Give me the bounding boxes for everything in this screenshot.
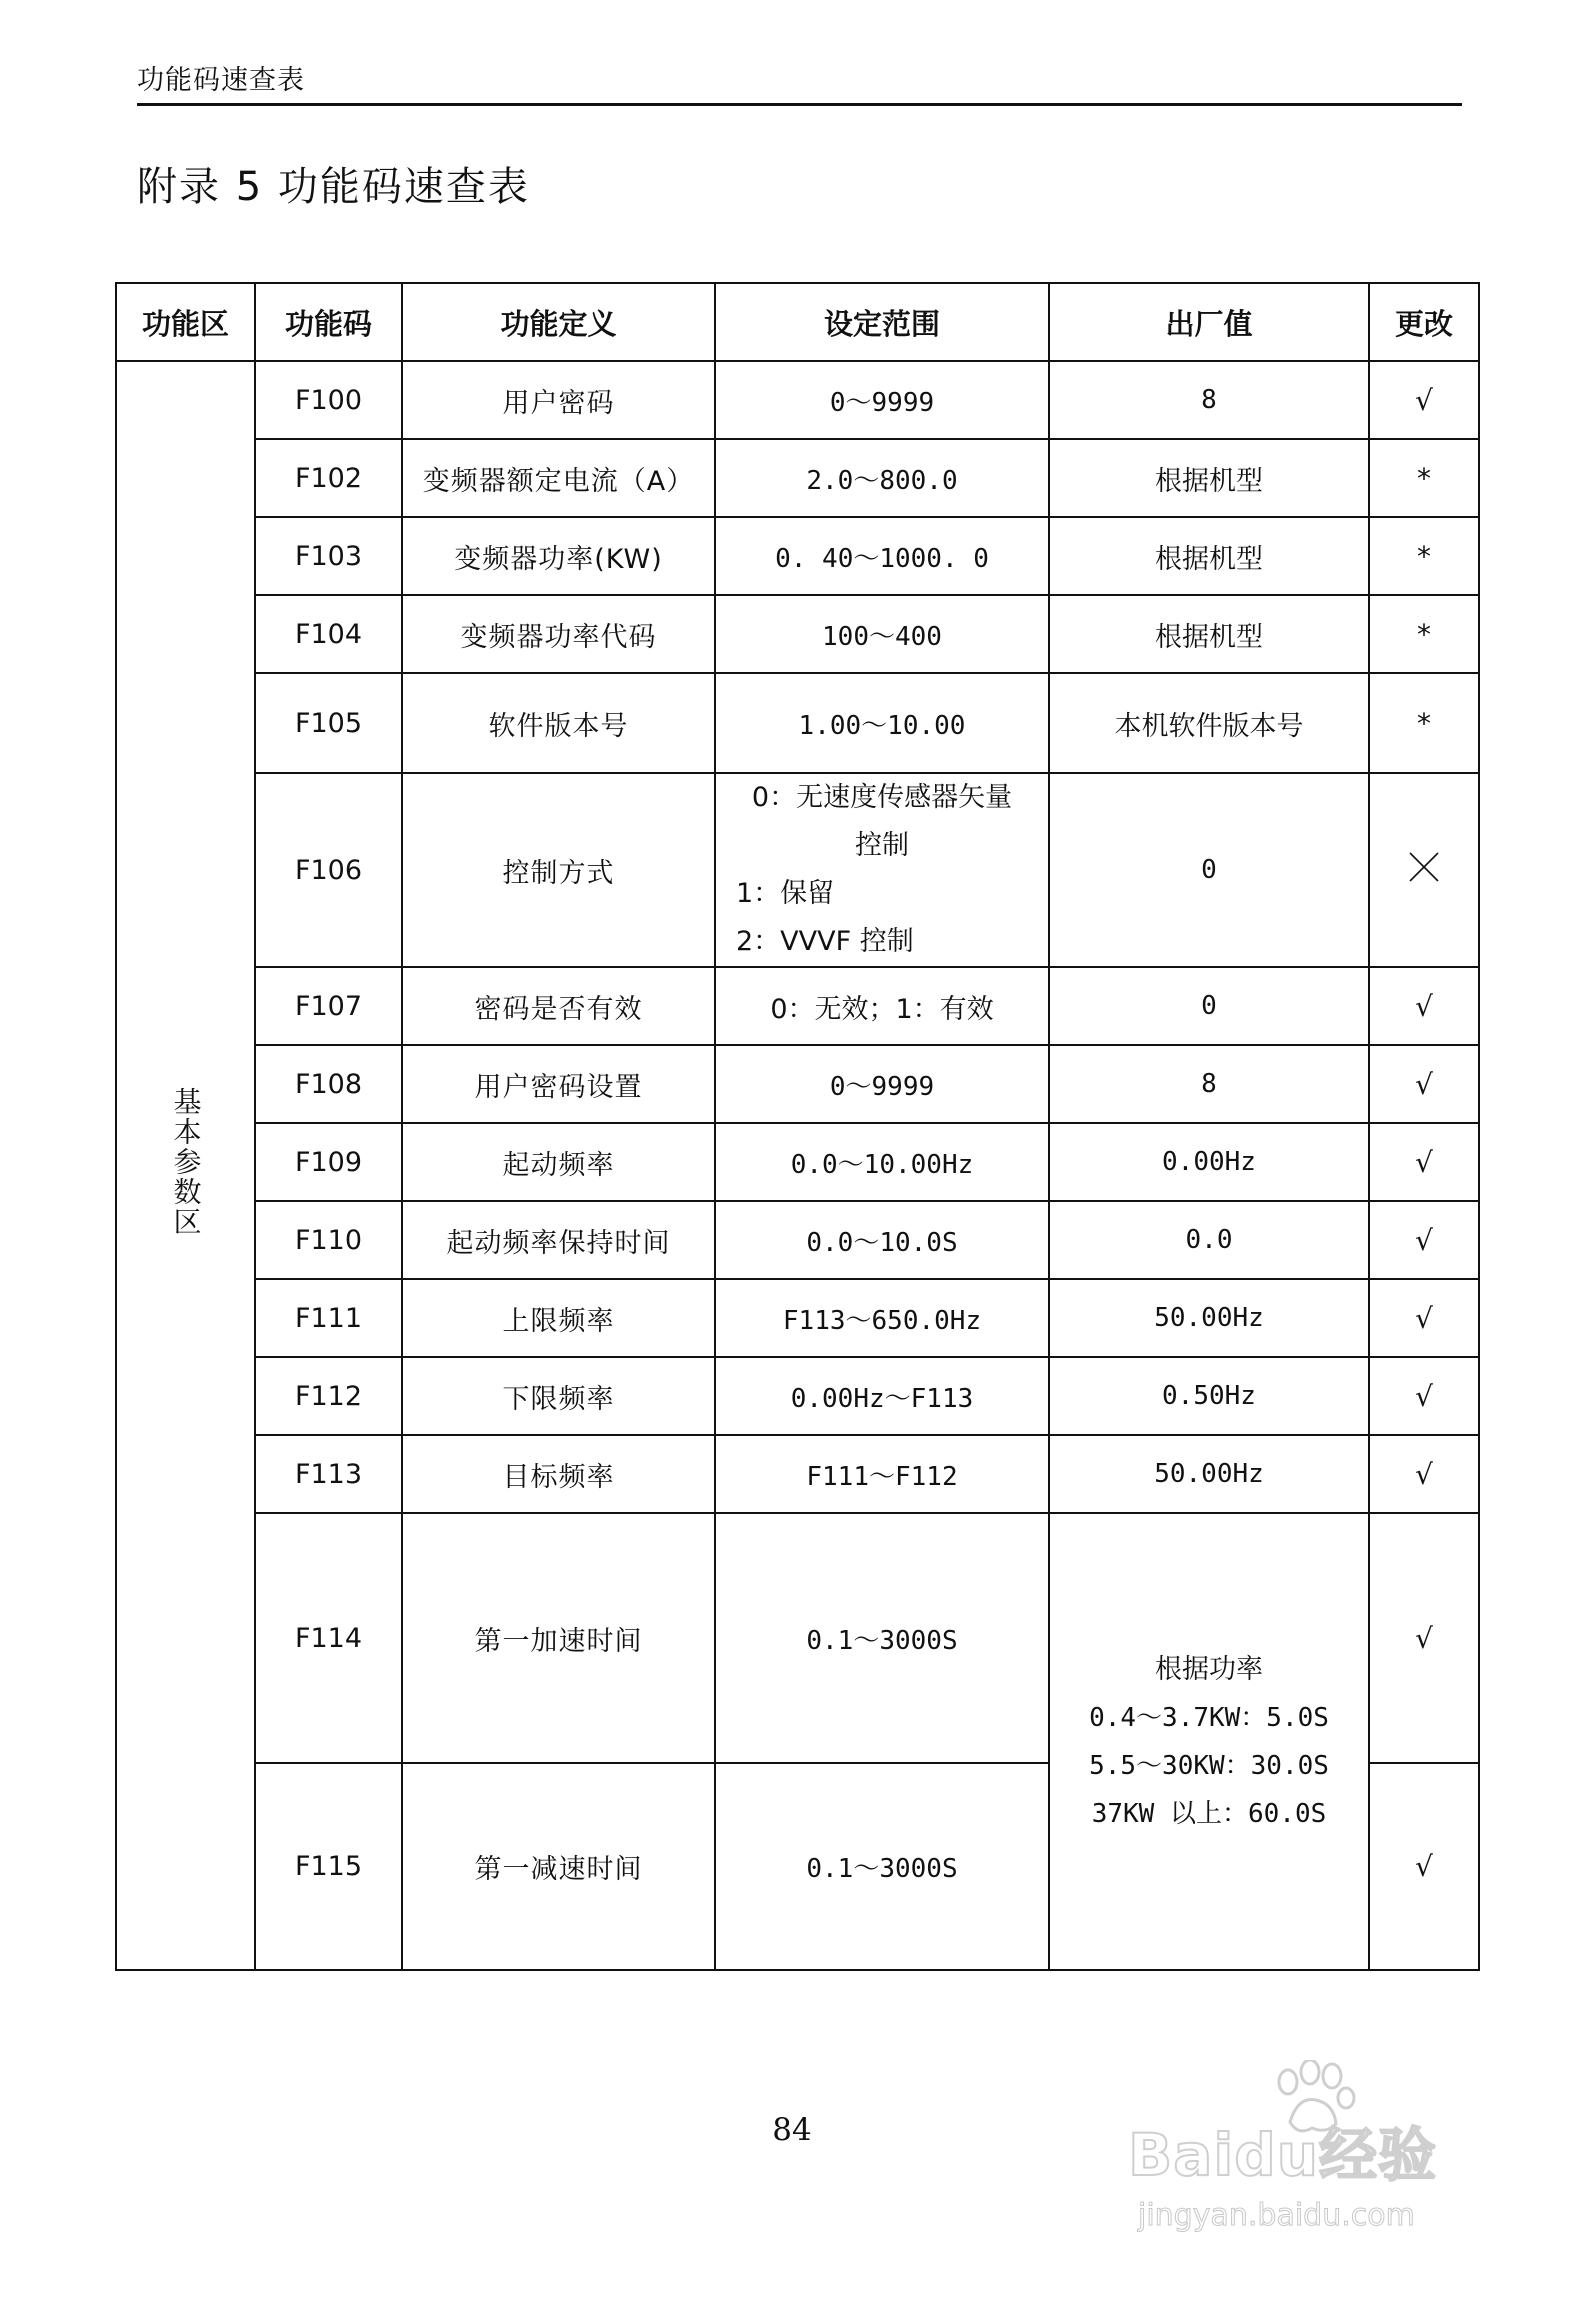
table-row	[116, 517, 1479, 595]
accel-default-line: 37KW 以上：60.0S	[1091, 1798, 1327, 1829]
header-area: 功能区	[116, 283, 255, 361]
range-cell: 0.1～3000S	[715, 1513, 1049, 1763]
range-cell: F113～650.0Hz	[715, 1279, 1049, 1357]
table-row	[116, 1123, 1479, 1201]
range-cell: 100～400	[715, 595, 1049, 673]
definition-cell: 软件版本号	[402, 673, 715, 773]
definition-cell: 控制方式	[402, 773, 715, 967]
code-cell: F110	[255, 1201, 402, 1279]
accel-default-line: 根据功率	[1155, 1653, 1263, 1685]
table-row	[116, 1357, 1479, 1435]
range-cell: 0.0～10.00Hz	[715, 1123, 1049, 1201]
definition-cell: 第一加速时间	[402, 1513, 715, 1763]
change-cell: √	[1369, 1201, 1479, 1279]
default-cell: 8	[1049, 1045, 1369, 1123]
table-row	[116, 967, 1479, 1045]
definition-cell: 变频器功率代码	[402, 595, 715, 673]
default-cell: 根据机型	[1049, 595, 1369, 673]
default-cell: 本机软件版本号	[1049, 673, 1369, 773]
code-cell: F106	[255, 773, 402, 967]
header-default: 出厂值	[1049, 283, 1369, 361]
default-cell: 50.00Hz	[1049, 1279, 1369, 1357]
range-cell: 0.1～3000S	[715, 1763, 1049, 1970]
area-cell	[116, 361, 255, 1970]
default-cell: 0	[1049, 967, 1369, 1045]
range-cell: 2.0～800.0	[715, 439, 1049, 517]
watermark-url: jingyan.baidu.com	[1138, 2198, 1415, 2233]
baidu-jingyan-watermark	[1118, 2060, 1518, 2260]
table-row	[116, 439, 1479, 517]
range-cell: 0.00Hz～F113	[715, 1357, 1049, 1435]
definition-cell: 第一减速时间	[402, 1763, 715, 1970]
header-rule	[137, 103, 1462, 106]
table-header-row	[116, 283, 1479, 361]
default-cell: 0.00Hz	[1049, 1123, 1369, 1201]
header-change: 更改	[1369, 283, 1479, 361]
definition-cell: 变频器功率(KW)	[402, 517, 715, 595]
definition-cell: 下限频率	[402, 1357, 715, 1435]
default-cell: 8	[1049, 361, 1369, 439]
range-cell: 0：无效；1：有效	[715, 967, 1049, 1045]
change-cell: √	[1369, 1763, 1479, 1970]
table-row	[116, 1435, 1479, 1513]
code-cell: F109	[255, 1123, 402, 1201]
code-cell: F102	[255, 439, 402, 517]
code-cell: F100	[255, 361, 402, 439]
default-cell: 根据机型	[1049, 517, 1369, 595]
change-cell: *	[1369, 673, 1479, 773]
default-cell: 50.00Hz	[1049, 1435, 1369, 1513]
code-cell: F108	[255, 1045, 402, 1123]
table-row	[116, 361, 1479, 439]
accel-default-line: 0.4～3.7KW：5.0S	[1089, 1702, 1329, 1733]
change-cell: √	[1369, 361, 1479, 439]
change-cell: *	[1369, 517, 1479, 595]
default-cell: 0	[1049, 773, 1369, 967]
definition-cell: 起动频率保持时间	[402, 1201, 715, 1279]
default-cell: 0.50Hz	[1049, 1357, 1369, 1435]
code-cell: F104	[255, 595, 402, 673]
accel-default-line: 5.5～30KW：30.0S	[1089, 1750, 1329, 1781]
watermark-logo-text: Baidu经验	[1128, 2121, 1438, 2189]
area-label: 基本参数区	[169, 1087, 203, 1237]
range-cell: 0～9999	[715, 1045, 1049, 1123]
range-cell: F111～F112	[715, 1435, 1049, 1513]
default-cell-shared	[1049, 1513, 1369, 1970]
page-number: 84	[772, 2112, 812, 2148]
range-line: 0：无速度传感器矢量	[751, 782, 1013, 813]
cross-icon	[1408, 851, 1440, 883]
table-row	[116, 595, 1479, 673]
range-cell: 1.00～10.00	[715, 673, 1049, 773]
header-code: 功能码	[255, 283, 402, 361]
range-line: 2：VVVF 控制	[736, 926, 914, 957]
table-row	[116, 1201, 1479, 1279]
definition-cell: 目标频率	[402, 1435, 715, 1513]
code-cell: F111	[255, 1279, 402, 1357]
code-cell: F103	[255, 517, 402, 595]
change-cell: √	[1369, 967, 1479, 1045]
table-row	[116, 673, 1479, 773]
definition-cell: 起动频率	[402, 1123, 715, 1201]
change-cell: √	[1369, 1045, 1479, 1123]
default-cell: 0.0	[1049, 1201, 1369, 1279]
range-line: 1：保留	[736, 878, 835, 909]
function-code-table	[115, 282, 1480, 1971]
table-row	[116, 1513, 1479, 1763]
code-cell: F105	[255, 673, 402, 773]
table-row	[116, 1045, 1479, 1123]
change-cell: √	[1369, 1357, 1479, 1435]
change-cell: *	[1369, 595, 1479, 673]
table-row	[116, 773, 1479, 967]
header-range: 设定范围	[715, 283, 1049, 361]
range-cell: 0～9999	[715, 361, 1049, 439]
code-cell: F107	[255, 967, 402, 1045]
range-cell: 0. 40～1000. 0	[715, 517, 1049, 595]
change-cell	[1369, 773, 1479, 967]
definition-cell: 变频器额定电流（A）	[402, 439, 715, 517]
range-line: 控制	[855, 830, 909, 861]
definition-cell: 密码是否有效	[402, 967, 715, 1045]
header-definition: 功能定义	[402, 283, 715, 361]
code-cell: F114	[255, 1513, 402, 1763]
code-cell: F115	[255, 1763, 402, 1970]
change-cell: √	[1369, 1123, 1479, 1201]
code-cell: F112	[255, 1357, 402, 1435]
range-cell: 0.0～10.0S	[715, 1201, 1049, 1279]
change-cell: √	[1369, 1513, 1479, 1763]
change-cell: *	[1369, 439, 1479, 517]
definition-cell: 用户密码设置	[402, 1045, 715, 1123]
table-row	[116, 1279, 1479, 1357]
default-cell: 根据机型	[1049, 439, 1369, 517]
change-cell: √	[1369, 1279, 1479, 1357]
change-cell: √	[1369, 1435, 1479, 1513]
definition-cell: 上限频率	[402, 1279, 715, 1357]
page-title: 附录 5 功能码速查表	[137, 164, 530, 210]
running-header: 功能码速查表	[137, 65, 305, 96]
definition-cell: 用户密码	[402, 361, 715, 439]
code-cell: F113	[255, 1435, 402, 1513]
range-cell	[715, 773, 1049, 967]
